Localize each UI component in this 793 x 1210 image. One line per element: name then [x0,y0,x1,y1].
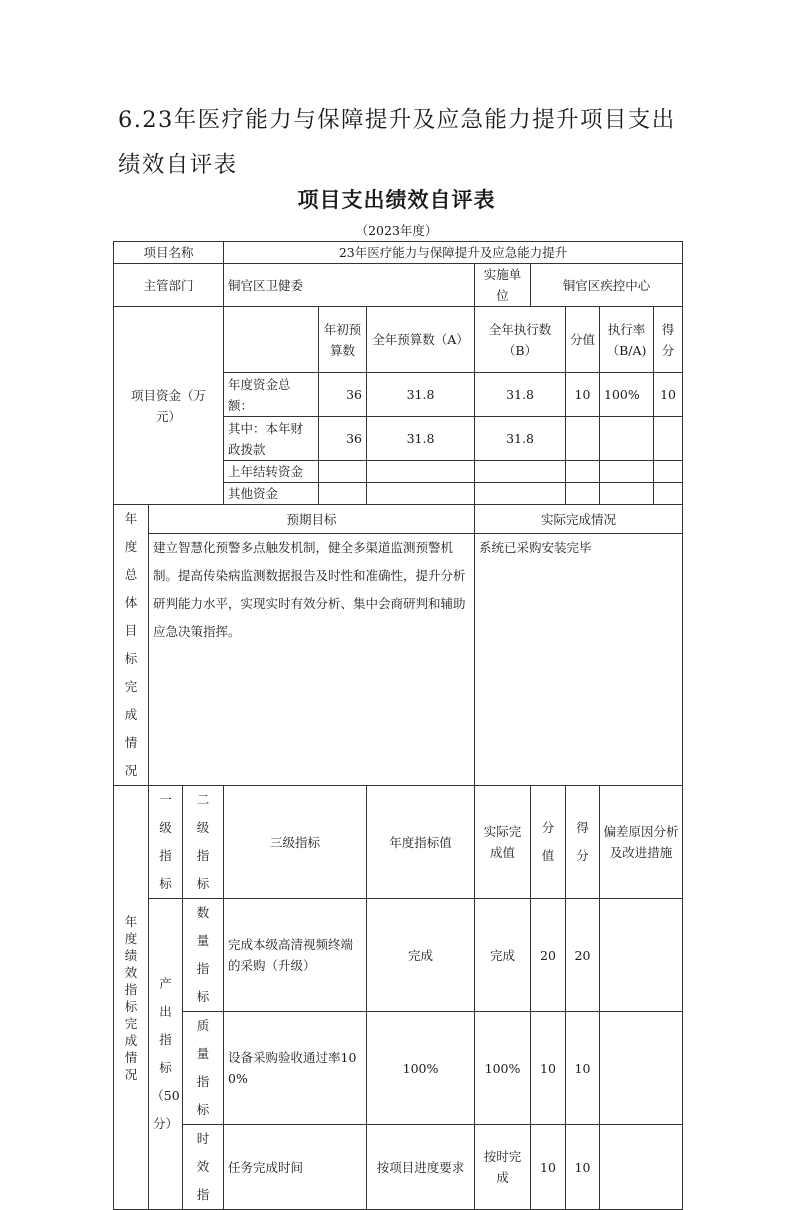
vertical-char: 量 [196,1046,210,1061]
indicator-row [114,1012,683,1125]
funds-row-weight: 10 [566,373,600,417]
vertical-char: 度 [124,930,138,946]
project-name-label: 项目名称 [114,242,224,264]
goals-header-row [114,505,683,534]
vertical-char: 指 [196,1074,210,1089]
vertical-char: 况 [124,1066,138,1082]
vertical-char: 目 [124,623,138,638]
vertical-char: 标 [159,1060,172,1075]
vertical-char: 成 [124,1032,138,1048]
vertical-char: 出 [159,1004,172,1019]
funds-row-weight [566,483,600,505]
goals-side-label [114,505,149,786]
vertical-char: 体 [124,595,138,610]
funds-row-score [654,483,683,505]
vertical-char: 总 [124,567,138,582]
actual-value: 完成 [475,899,531,1012]
funds-row-initial [319,461,367,483]
project-name-row [114,242,683,264]
target-value: 按项目进度要求 [367,1125,475,1210]
vertical-char: 标 [196,1102,210,1117]
indicators-side-label [114,786,149,1210]
vertical-char: 级 [196,820,210,835]
vertical-char: 分 [541,820,555,835]
funds-header-score: 得分 [654,307,683,373]
vertical-char: 分） [152,1116,178,1131]
score-value: 20 [566,899,600,1012]
section-heading: 6.23年医疗能力与保障提升及应急能力提升项目支出绩效自评表 [118,107,676,178]
actual-value: 100% [475,1012,531,1125]
level3-text: 设备采购验收通过率100% [224,1012,367,1125]
funds-label: 项目资金（万元） [114,307,224,505]
vertical-char: 时 [196,1131,210,1146]
funds-row-executed: 31.8 [475,373,566,417]
vertical-char: 标 [124,998,138,1014]
vertical-char: 成 [124,707,138,722]
department-label: 主管部门 [114,264,224,307]
vertical-char: 质 [196,1018,210,1033]
vertical-char: 完 [124,679,138,694]
vertical-char: 数 [196,905,210,920]
project-name-value: 23年医疗能力与保障提升及应急能力提升 [224,242,683,264]
funds-row-executed [475,461,566,483]
vertical-char: 标 [196,876,210,891]
funds-row-annual [367,461,475,483]
indicators-side-text [116,913,146,1083]
header-level1 [149,786,183,899]
vertical-char: 情 [124,735,138,750]
vertical-char: 得 [576,820,589,835]
vertical-char: 情 [124,1049,138,1065]
funds-header-weight: 分值 [566,307,600,373]
funds-header-blank [224,307,319,373]
vertical-char: 分 [576,848,589,863]
vertical-char: 标 [196,989,210,1004]
indicator-row [114,1125,683,1210]
funds-row-score [654,461,683,483]
vertical-char: 一 [159,792,172,807]
vertical-char: 况 [124,763,138,778]
level2-label [183,1125,224,1210]
funds-row-score [654,417,683,461]
funds-row-name: 年度资金总额： [224,373,319,417]
level3-text: 任务完成时间 [224,1125,367,1210]
fiscal-year: （2023年度） [355,223,438,238]
table-title: 项目支出绩效自评表 [297,188,496,212]
header-actual: 实际完成值 [475,786,531,899]
vertical-char: 二 [196,792,210,807]
implementer-value: 铜官区疾控中心 [531,264,683,307]
funds-header-executed: 全年执行数（B） [475,307,566,373]
funds-row-rate [600,461,654,483]
funds-header-initial: 年初预算数 [319,307,367,373]
header-level3: 三级指标 [224,786,367,899]
header-deviation: 偏差原因分析及改进措施 [600,786,683,899]
funds-row-initial [319,483,367,505]
actual-value: 按时完成 [475,1125,531,1210]
target-value: 完成 [367,899,475,1012]
vertical-char: 产 [159,976,172,991]
expected-goal-text: 建立智慧化预警多点触发机制，健全多渠道监测预警机制。提高传染病监测数据报告及时性和准确性，提升分析研判能力水平，实现实时有效分析、集中会商研判和辅助应急决策指挥。 [149,534,475,786]
deviation-value [600,1125,683,1210]
department-value: 铜官区卫健委 [224,264,475,307]
level2-label [183,899,224,1012]
vertical-char: 标 [124,651,138,666]
funds-row-annual: 31.8 [367,373,475,417]
weight-value: 20 [531,899,566,1012]
vertical-char: 年 [124,511,138,526]
goals-side-text [116,505,146,785]
vertical-char: 度 [124,539,138,554]
vertical-char: 完 [124,1015,138,1031]
vertical-char: 指 [196,1187,210,1202]
indicators-header-row [114,786,683,899]
vertical-char: 值 [541,848,555,863]
actual-status-text: 系统已采购安装完毕 [475,534,683,786]
implementer-label: 实施单位 [475,264,531,307]
funds-header-rate: 执行率（B/A) [600,307,654,373]
funds-header-annual: 全年预算数（A） [367,307,475,373]
funds-row-name: 其他资金 [224,483,319,505]
funds-row-rate [600,417,654,461]
funds-row-rate [600,483,654,505]
department-row [114,264,683,307]
vertical-char: 指 [196,848,210,863]
funds-row-weight [566,417,600,461]
self-evaluation-table [113,241,682,1210]
indicator-row [114,899,683,1012]
funds-row-initial: 36 [319,373,367,417]
funds-row-annual [367,483,475,505]
funds-row-executed [475,483,566,505]
funds-row-name: 其中：本年财政拨款 [224,417,319,461]
vertical-char: 指 [124,981,138,997]
vertical-char: 标 [159,876,172,891]
level2-label [183,1012,224,1125]
expected-goal-label: 预期目标 [149,505,475,534]
score-value: 10 [566,1012,600,1125]
funds-row-executed: 31.8 [475,417,566,461]
funds-row-score: 10 [654,373,683,417]
funds-row-annual: 31.8 [367,417,475,461]
vertical-char: 年 [124,913,138,929]
header-weight [531,786,566,899]
level3-text: 完成本级高清视频终端的采购（升级） [224,899,367,1012]
vertical-char: 指 [159,1032,172,1047]
deviation-value [600,1012,683,1125]
vertical-char: 指 [196,961,210,976]
weight-value: 10 [531,1125,566,1210]
vertical-char: 效 [196,1159,210,1174]
header-score [566,786,600,899]
header-target: 年度指标值 [367,786,475,899]
weight-value: 10 [531,1012,566,1125]
funds-row-name: 上年结转资金 [224,461,319,483]
target-value: 100% [367,1012,475,1125]
funds-row-initial: 36 [319,417,367,461]
actual-status-label: 实际完成情况 [475,505,683,534]
deviation-value [600,899,683,1012]
goals-content-row [114,534,683,786]
funds-row-rate: 100% [600,373,654,417]
level1-output-label [149,899,183,1210]
header-level2 [183,786,224,899]
vertical-char: 绩 [124,947,138,963]
vertical-char: （50 [151,1088,180,1103]
score-value: 10 [566,1125,600,1210]
funds-row-weight [566,461,600,483]
vertical-char: 量 [196,933,210,948]
vertical-char: 效 [124,964,138,980]
vertical-char: 指 [159,848,172,863]
funds-header-row [114,307,683,373]
vertical-char: 级 [159,820,172,835]
